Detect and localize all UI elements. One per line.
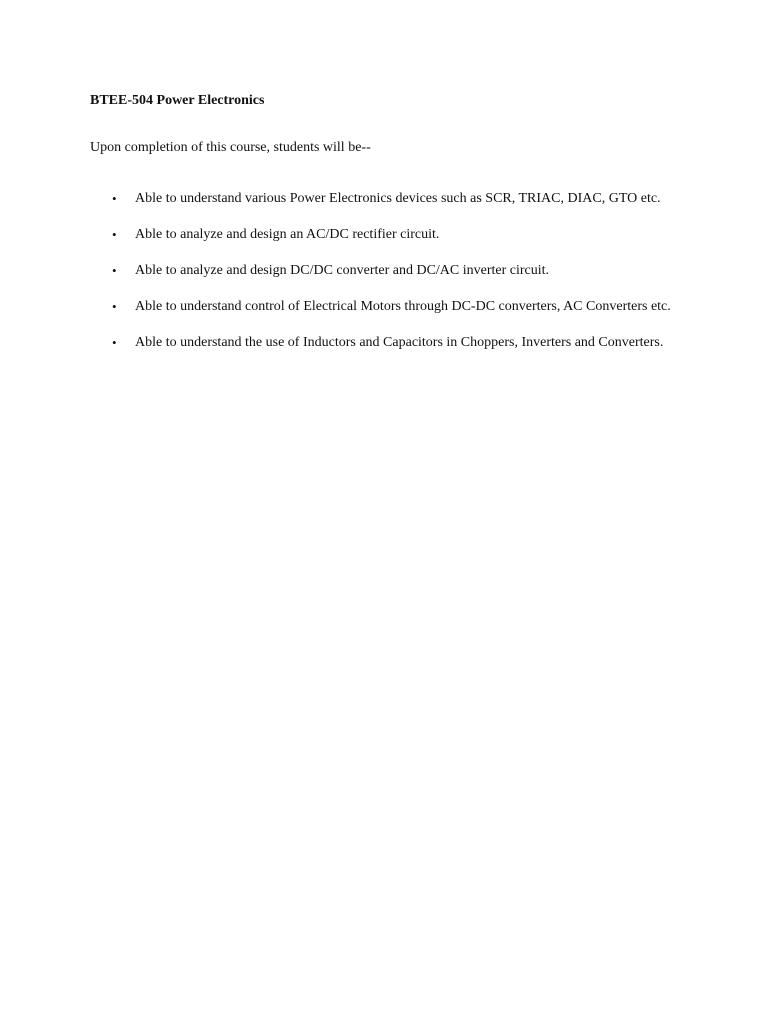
bullet-icon: •: [112, 227, 117, 242]
bullet-icon: •: [112, 263, 117, 278]
outcomes-list: [90, 181, 678, 361]
list-item: [90, 325, 678, 361]
bullet-icon: •: [112, 299, 117, 314]
course-title: BTEE-504 Power Electronics: [90, 93, 265, 108]
list-item: [90, 181, 678, 217]
list-item: [90, 217, 678, 253]
outcome-text: Able to understand the use of Inductors and Capacitors in Choppers, Inverters and Converters.: [135, 335, 664, 350]
bullet-icon: •: [112, 191, 117, 206]
outcome-text: Able to analyze and design DC/DC converter and DC/AC inverter circuit.: [135, 263, 550, 278]
list-item: [90, 289, 678, 325]
list-item: [90, 253, 678, 289]
bullet-icon: •: [112, 335, 117, 350]
document-content: [90, 92, 678, 361]
outcome-text: Able to analyze and design an AC/DC rectifier circuit.: [135, 227, 440, 242]
outcome-text: Able to understand control of Electrical Motors through DC-DC converters, AC Converters etc.: [135, 299, 671, 314]
intro-paragraph: Upon completion of this course, students will be--: [90, 140, 371, 155]
outcome-text: Able to understand various Power Electronics devices such as SCR, TRIAC, DIAC, GTO etc.: [135, 191, 661, 206]
